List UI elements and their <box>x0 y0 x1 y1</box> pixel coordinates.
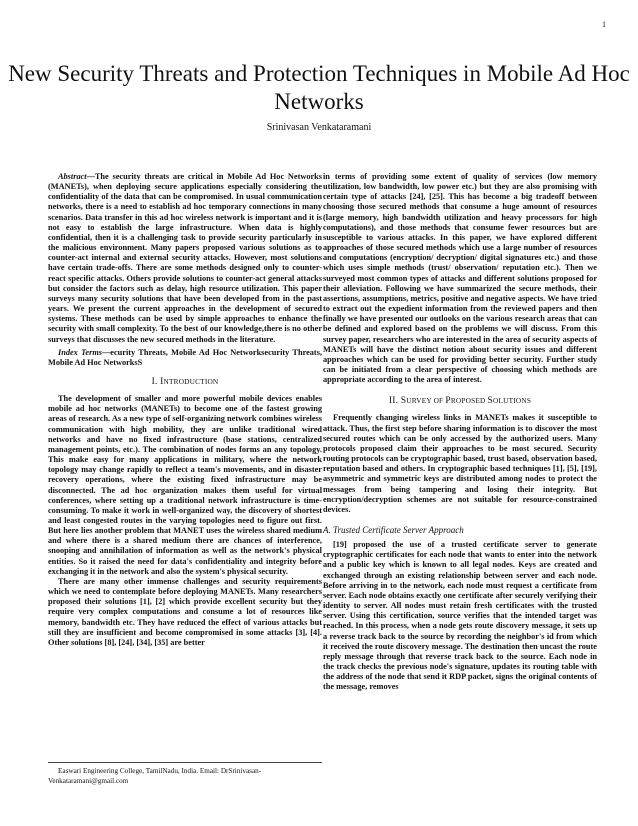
paper-title: New Security Threats and Protection Techniques in Mobile Ad Hoc Networks <box>8 61 630 114</box>
intro-continued-paragraph: in terms of providing some extent of quality of services (low memory utilization, low bandwidth, low power etc.) but they are also promising with certain type of attacks [24], [25]. This has become a big tradeoff between choosing those secured methods that consume a huge amount of resources (large memory, high bandwidth utilization and heavy processors for high computations), and those methods that consume fewer resources but are susceptible to various attacks. In this paper, we have explored different approaches of those secured methods which use a large number of resources and computations (encryption/ decryption/ digital signatures etc.) and those which uses simple methods (trust/ observation/ reputation etc.). Then we surveyed most common types of attacks and different solutions proposed for their alleviation. Following we have summarized the secure methods, their assertions, assumptions, metrics, positive and negative aspects. We have tried to extract out the expedient information from the reviewed papers and then finally we have presented our outlooks on the various research areas that can be defined and explored based on the problems we will discuss. From this survey paper, researchers who are interested in the area of security aspects of MANETs will have the distinct notion about security issues and different approaches which can be used for providing better security. Further study can be initiated from a clear perspective of choosing which methods are appropriate according to the area of interest. <box>323 172 597 385</box>
subsection-paragraph-1: [19] proposed the use of a trusted certificate server to generate cryptographic certificates for each node that wants to enter into the network and a public key which is known to all legal nodes. Keys are created and exchanged through an existing relationship between server and each node. Before arriving in to the network, each node must request a certificate from server. Each node obtains exactly one certificate after securely verifying their identity to server. All nodes must retain fresh certificates with the trusted server. Using this certification, source verifies that the intended target was reached. In this process, when a node gets route discovery message, it sets up a reverse track back to the source by recording the neighbor's id from which it received the route discovery message. The destination then uncast the route reply message through that reverse track back to the source. Each node in the track checks the previous node's signature, updates its routing table with the address of the node that send it RDP packet, signs the original contents of the message, removes <box>323 540 597 692</box>
section-number: II. <box>388 396 399 407</box>
abstract-text: —The security threats are critical in Mobile Ad Hoc Networks (MANETs), when deploying secure applications especially considering the confidentiality of the data that can be compromised. In usual communication networks, there is a need to establish ad hoc temporary connections in many scenarios. Data transfer in this ad hoc wireless network is important and it is not easy to establish the large infrastructure. When data is highly confidential, then it is a challenging task to provide security particularly in the malicious environment. Many papers proposed various solutions as to counter-act internal and external security attacks. However, most solutions have certain trade-offs. There are some methods designed only to counter-react specific attacks. Others provide solutions to counter-act general attacks but consider the factors such as delay, high resource utilization. This paper surveys many security solutions that have been developed from in the past years. We present the current approaches in the development of secured systems. These methods can be used by simple approaches to enhance the security with small complexity. To the best of our knowledge,there is no other surveys that discusses the new secured methods in the literature. <box>48 172 322 344</box>
intro-paragraph-2: There are many other immense challenges and security requirements which we need to contemplate before deploying MANETs. Many researchers proposed their solutions [1], [2] which provide excellent security but they require very complex computations and consume a lot of resources like memory, bandwidth etc. They have reduced the effect of various attacks but still they are insufficient and become compromised in some attacks [3], [4]. Other solutions [8], [24], [34], [35] are better <box>48 576 322 647</box>
author-footnote <box>48 762 322 786</box>
footnote-text: Easwari Engineering College, TamilNadu, India. Email: DrSrinivasan-Venkataramani@gmail.com <box>48 767 262 785</box>
section-title-cap: S <box>400 396 407 407</box>
abstract <box>48 172 322 345</box>
index-terms <box>48 348 322 368</box>
section-heading-survey <box>323 396 597 406</box>
section-title-cap: P <box>445 396 451 407</box>
section-heading-introduction <box>48 377 322 387</box>
left-column <box>48 172 322 648</box>
survey-paragraph-1: Frequently changing wireless links in MANETs makes it susceptible to attack. Thus, the first step before sharing information is to discover the most secured routes which can be only accessed by the authorized users. Many protocols proposed claim their approaches to be most secured. Security routing protocols can be cryptographic based, trust based, observation based, reputation based and others. In cryptographic based techniques [1], [5], [19], asymmetric and symmetric keys are distributed among nodes to protect the messages from being tampering and losing their integrity. But encryption/decryption schemes are not suitable for resource-constrained devices. <box>323 413 597 514</box>
section-title-cap: S <box>487 396 493 407</box>
page-number: 1 <box>602 20 606 29</box>
intro-paragraph-1: The development of smaller and more powerful mobile devices enables mobile ad hoc networks (MANETs) to become one of the fastest growing areas of research. As a new type of self-organizing network combines wireless communication with high mobility, they are unlike traditional wired networks and have no fixed infrastructure (base stations, centralized management points, etc.). The combination of nodes forms an any topology. This make easy for many applications in military, where the network topology may change rapidly to reflect a team's movements, and in disaster recovery operations, where the existing fixed infrastructure may be disconnected. The ad hoc organization makes them useful for virtual conferences, where setting up a traditional network infrastructure is time-consuming. To make it work in well-organized way, the discovery of shortest and least congested routes in the varying topologies need to figure out first. But here lies another problem that MANET uses the wireless shared medium and where there is a shared medium there are chances of interference, snooping and annihilation of information as well as the network's physical entities. So it raised the need for data's confidentiality and integrity before exchanging it in the network and also the system's physical security. <box>48 394 322 576</box>
index-terms-text: —ecurity Threats, Mobile Ad Hoc Networksecurity Threats, Mobile Ad Hoc NetworksS <box>48 347 322 367</box>
section-title-part: OLUTIONS <box>493 396 532 406</box>
section-number: I. <box>151 376 158 387</box>
index-terms-label: Index Terms <box>58 347 102 357</box>
subsection-heading-trusted-certificate: A. Trusted Certificate Server Approach <box>323 525 464 535</box>
section-title-part: ROPOSED <box>450 396 488 406</box>
section-title-part: URVEY OF <box>406 396 446 406</box>
abstract-label: Abstract <box>58 172 87 181</box>
right-column <box>323 172 597 693</box>
section-title-rest: NTRODUCTION <box>163 376 219 386</box>
section-title-cap: I <box>160 376 164 387</box>
author-name: Srinivasan Venkataramani <box>266 122 372 133</box>
